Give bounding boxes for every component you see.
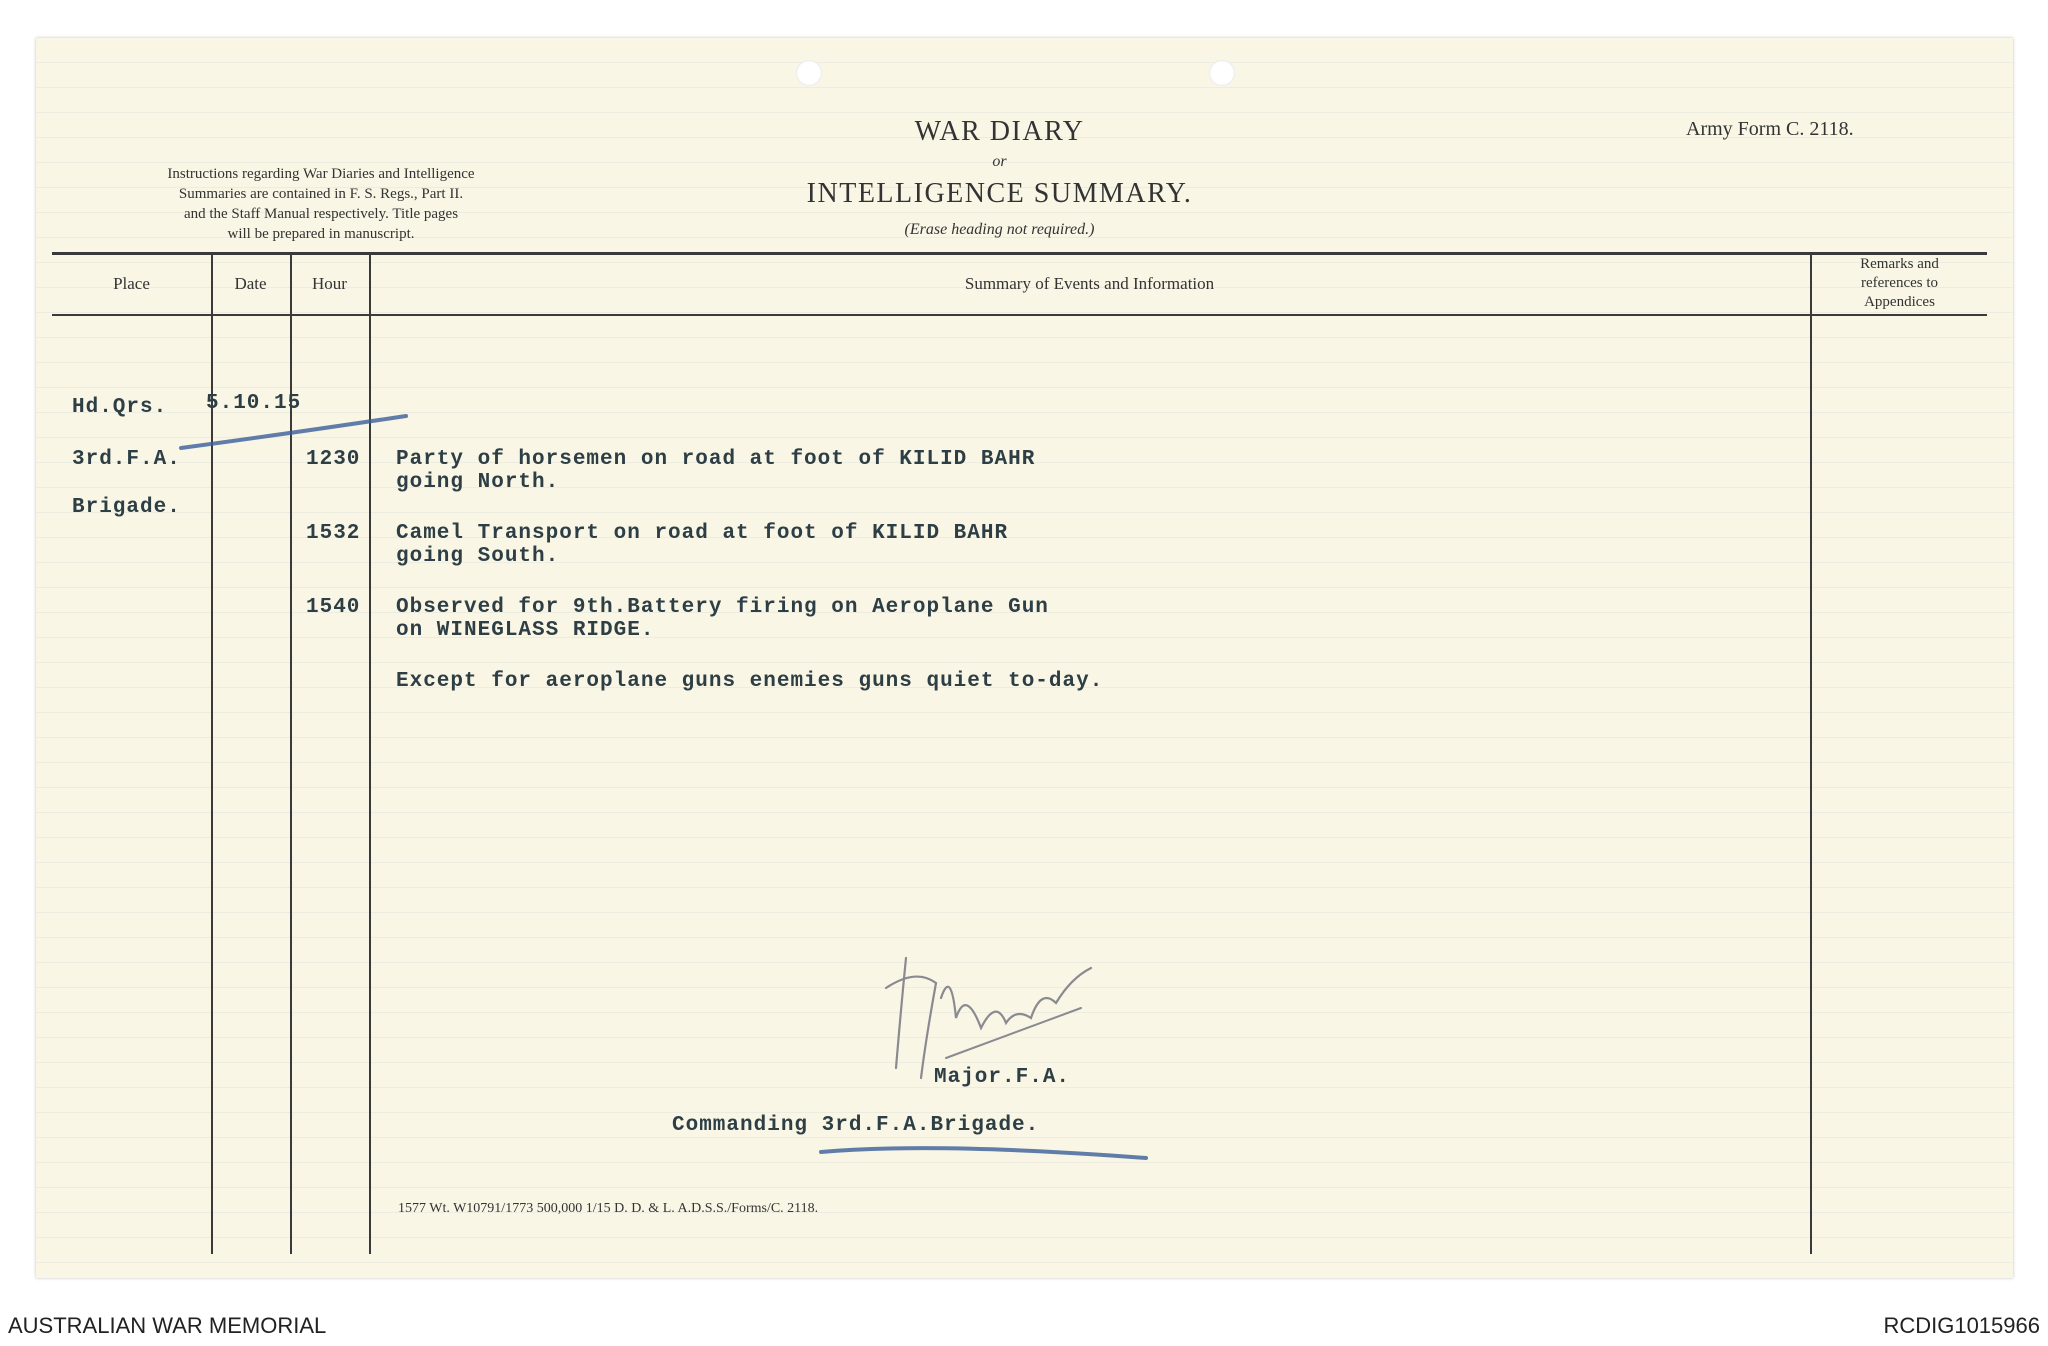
entry-text: going South. bbox=[396, 545, 560, 568]
archive-reference: RCDIG1015966 bbox=[1883, 1313, 2040, 1338]
archive-caption: AUSTRALIAN WAR MEMORIAL bbox=[8, 1313, 327, 1338]
form-subtitle: INTELLIGENCE SUMMARY. bbox=[806, 178, 1193, 209]
diary-sheet bbox=[36, 38, 2013, 1278]
pencil-underline bbox=[176, 406, 416, 456]
entry-text: going North. bbox=[396, 471, 560, 494]
instructions bbox=[96, 164, 546, 244]
column-header-summary: Summary of Events and Information bbox=[964, 274, 1215, 293]
erase-note: (Erase heading not required.) bbox=[904, 221, 1095, 238]
form-number: Army Form C. 2118. bbox=[1686, 118, 1854, 140]
header-rule-bottom bbox=[52, 314, 1987, 316]
instructions-line: and the Staff Manual respectively. Title pages bbox=[183, 206, 459, 222]
punch-hole bbox=[796, 60, 822, 86]
instructions-line: will be prepared in manuscript. bbox=[227, 226, 415, 242]
instructions-line: Instructions regarding War Diaries and Intelligence bbox=[167, 166, 475, 182]
entry-hour: 1230 bbox=[306, 448, 361, 471]
entry-text: Camel Transport on road at foot of KILID BAHR bbox=[396, 522, 1009, 545]
column-header-place: Place bbox=[113, 274, 150, 293]
printer-imprint: 1577 Wt. W10791/1773 500,000 1/15 D. D. & L. A.D.S.S./Forms/C. 2118. bbox=[398, 1201, 819, 1216]
instructions-line: Summaries are contained in F. S. Regs., Part II. bbox=[178, 186, 464, 202]
column-header-remarks bbox=[1812, 255, 1987, 312]
punch-hole bbox=[1209, 60, 1235, 86]
form-title: WAR DIARY bbox=[914, 116, 1085, 147]
entry-hour: 1540 bbox=[306, 596, 361, 619]
column-rule bbox=[369, 254, 371, 1254]
signatory-rank: Major.F.A. bbox=[934, 1066, 1071, 1089]
place-line: 3rd.F.A. bbox=[72, 448, 181, 471]
entry-text: Observed for 9th.Battery firing on Aeroplane Gun bbox=[396, 596, 1049, 619]
column-header-hour: Hour bbox=[312, 274, 347, 293]
column-rule bbox=[1810, 254, 1812, 1254]
header-rule-top bbox=[52, 252, 1987, 255]
column-header-date: Date bbox=[234, 274, 267, 293]
place-line: Hd.Qrs. bbox=[72, 396, 168, 419]
remarks-header-line: Appendices bbox=[1864, 294, 1935, 310]
remarks-header-line: references to bbox=[1860, 275, 1939, 291]
entry-text: Party of horsemen on road at foot of KILID BAHR bbox=[396, 448, 1036, 471]
entry-hour: 1532 bbox=[306, 522, 361, 545]
signatory-command: Commanding 3rd.F.A.Brigade. bbox=[672, 1114, 1040, 1137]
entry-text: on WINEGLASS RIDGE. bbox=[396, 619, 655, 642]
entry-text: Except for aeroplane guns enemies guns quiet to-day. bbox=[396, 670, 1104, 693]
entry-date: 5.10.15 bbox=[206, 392, 302, 415]
remarks-header-line: Remarks and bbox=[1860, 256, 1939, 272]
place-line: Brigade. bbox=[72, 496, 181, 519]
form-or: or bbox=[992, 153, 1007, 170]
pencil-underline bbox=[816, 1130, 1156, 1170]
